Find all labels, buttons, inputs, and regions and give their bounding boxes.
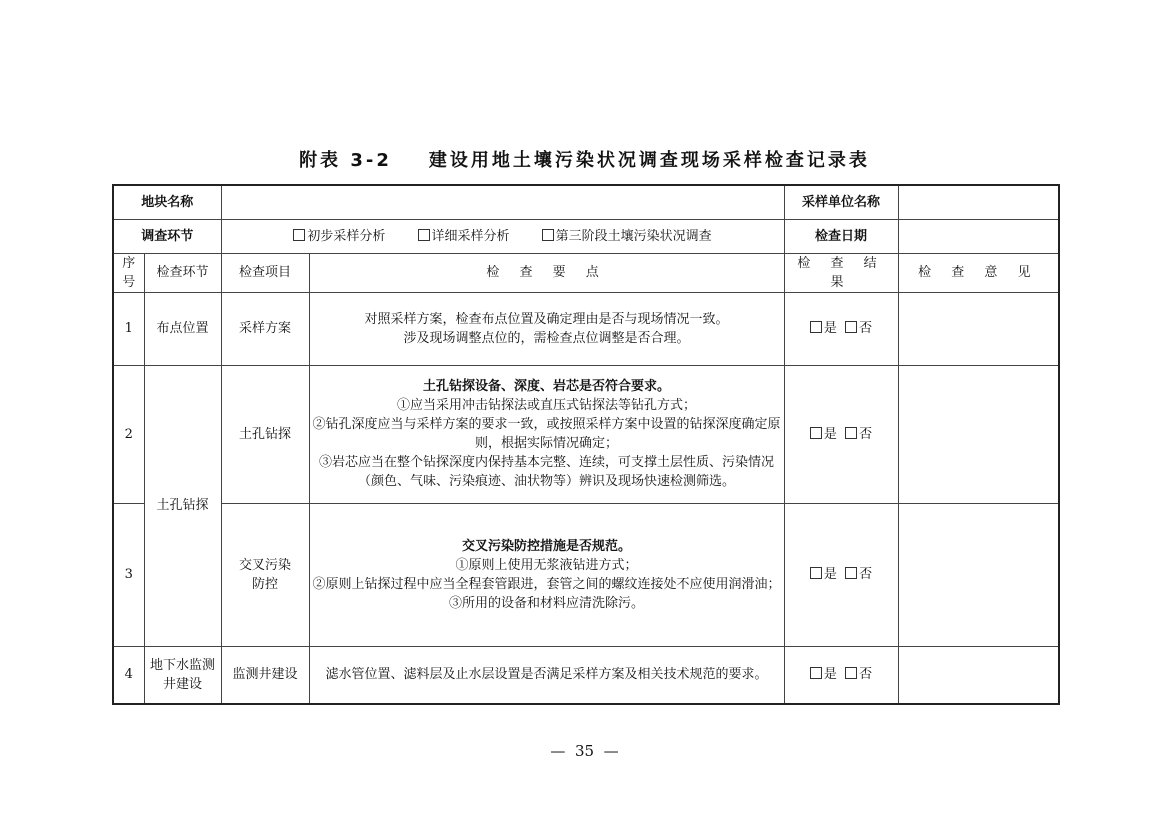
- col-header-stage: 检查环节: [144, 253, 221, 292]
- date-label: 检查日期: [784, 219, 898, 253]
- sampling-unit-field[interactable]: [898, 185, 1059, 219]
- option-label: 第三阶段土壤污染状况调查: [555, 228, 712, 244]
- plot-name-label: 地块名称: [113, 185, 221, 219]
- point-line: 对照采样方案，检查布点位置及确定理由是否与现场情况一致。: [364, 311, 729, 327]
- point-title: 交叉污染防控措施是否规范。: [462, 538, 632, 554]
- no-label: 否: [859, 321, 873, 336]
- point-line: ①原则上使用无浆液钻进方式；: [455, 557, 638, 573]
- stage-option-third[interactable]: [542, 227, 712, 246]
- result-no[interactable]: [845, 427, 872, 442]
- yes-label: 是: [823, 321, 837, 336]
- row-number: 4: [113, 646, 144, 704]
- yes-label: 是: [823, 567, 837, 582]
- row-points: [309, 365, 784, 503]
- row-stage: 土孔钻探: [144, 365, 221, 646]
- sampling-unit-label: 采样单位名称: [784, 185, 898, 219]
- result-no[interactable]: [845, 321, 872, 336]
- option-label: 初步采样分析: [307, 228, 386, 244]
- row-item: [221, 503, 309, 646]
- stage-option-preliminary[interactable]: [293, 227, 385, 246]
- result-no[interactable]: [845, 567, 872, 582]
- result-yes[interactable]: [810, 427, 837, 442]
- row-item: 监测井建设: [221, 646, 309, 704]
- row-item: 土孔钻探: [221, 365, 309, 503]
- point-title: 土孔钻探设备、深度、岩芯是否符合要求。: [423, 379, 671, 394]
- table-row: [113, 365, 1059, 503]
- row-points: [309, 503, 784, 646]
- page-number: — 35 —: [550, 742, 619, 760]
- row-stage: 布点位置: [144, 292, 221, 365]
- stage-options: [221, 219, 784, 253]
- result-no[interactable]: [845, 667, 872, 682]
- stage-option-detailed[interactable]: [418, 227, 510, 246]
- yes-label: 是: [823, 667, 837, 683]
- point-line: 滤水管位置、滤料层及止水层设置是否满足采样方案及相关技术规范的要求。: [325, 667, 768, 683]
- checkbox-icon[interactable]: [845, 567, 857, 579]
- stage-label: 调查环节: [113, 219, 221, 253]
- row-points: [309, 292, 784, 365]
- point-line: ③所用的设备和材料应清洗除污。: [449, 595, 645, 611]
- point-line: ②钻孔深度应当与采样方案的要求一致，或按照采样方案中设置的钻探深度确定原则，根据实际情况确定；: [312, 417, 781, 451]
- row-number: 2: [113, 365, 144, 503]
- checkbox-icon[interactable]: [845, 427, 857, 439]
- result-yes[interactable]: [810, 567, 837, 582]
- row-number: 1: [113, 292, 144, 365]
- result-yes[interactable]: [810, 321, 837, 336]
- no-label: 否: [859, 667, 873, 683]
- page-title: 附表 3-2 建设用地土壤污染状况调查现场采样检查记录表: [299, 150, 870, 171]
- checkbox-icon[interactable]: [810, 567, 822, 579]
- row-points: [309, 646, 784, 704]
- plot-name-field[interactable]: [221, 185, 784, 219]
- checkbox-icon[interactable]: [542, 229, 554, 241]
- row-opinion[interactable]: [898, 503, 1059, 646]
- checkbox-icon[interactable]: [845, 321, 857, 333]
- col-header-result: 检 查 结 果: [784, 253, 898, 292]
- row-stage-text: 地下水监测井建设: [149, 657, 215, 692]
- row-opinion[interactable]: [898, 365, 1059, 503]
- option-label: 详细采样分析: [431, 228, 510, 244]
- row-number: 3: [113, 503, 144, 646]
- checkbox-icon[interactable]: [293, 229, 305, 241]
- checkbox-icon[interactable]: [810, 427, 822, 439]
- table-row: [113, 646, 1059, 704]
- col-header-points: 检 查 要 点: [309, 253, 784, 292]
- table-row: [113, 292, 1059, 365]
- inspection-record-table: [112, 184, 1060, 705]
- row-result: [784, 503, 898, 646]
- yes-label: 是: [823, 426, 837, 442]
- checkbox-icon[interactable]: [418, 229, 430, 241]
- row-opinion[interactable]: [898, 646, 1059, 704]
- result-yes[interactable]: [810, 667, 837, 682]
- stage-row: [113, 219, 1059, 253]
- point-line: ②原则上钻探过程中应当全程套管跟进，套管之间的螺纹连接处不应使用润滑油；: [312, 576, 781, 592]
- date-field[interactable]: [898, 219, 1059, 253]
- row-stage: [144, 646, 221, 704]
- point-line: 涉及现场调整点位的，需检查点位调整是否合理。: [403, 330, 690, 346]
- no-label: 否: [859, 567, 873, 582]
- point-line: ①应当采用冲击钻探法或直压式钻探法等钻孔方式；: [397, 398, 697, 413]
- checkbox-icon[interactable]: [845, 667, 857, 679]
- point-line: ③岩芯应当在整个钻探深度内保持基本完整、连续，可支撑土层性质、污染情况（颜色、气味、污染痕迹、油状物等）辨识及现场快速检测筛选。: [319, 455, 775, 489]
- row-opinion[interactable]: [898, 292, 1059, 365]
- row-item: 采样方案: [221, 292, 309, 365]
- col-header-item: 检查项目: [221, 253, 309, 292]
- row-item-text: 交叉污染防控: [239, 557, 292, 592]
- checkbox-icon[interactable]: [810, 667, 822, 679]
- checkbox-icon[interactable]: [810, 321, 822, 333]
- row-result: [784, 365, 898, 503]
- row-result: [784, 646, 898, 704]
- col-header-opinion: 检 查 意 见: [898, 253, 1059, 292]
- row-result: [784, 292, 898, 365]
- table-row: [113, 503, 1059, 646]
- no-label: 否: [859, 426, 873, 442]
- column-header-row: [113, 253, 1059, 292]
- col-header-no: 序号: [113, 253, 144, 292]
- plot-name-row: [113, 185, 1059, 219]
